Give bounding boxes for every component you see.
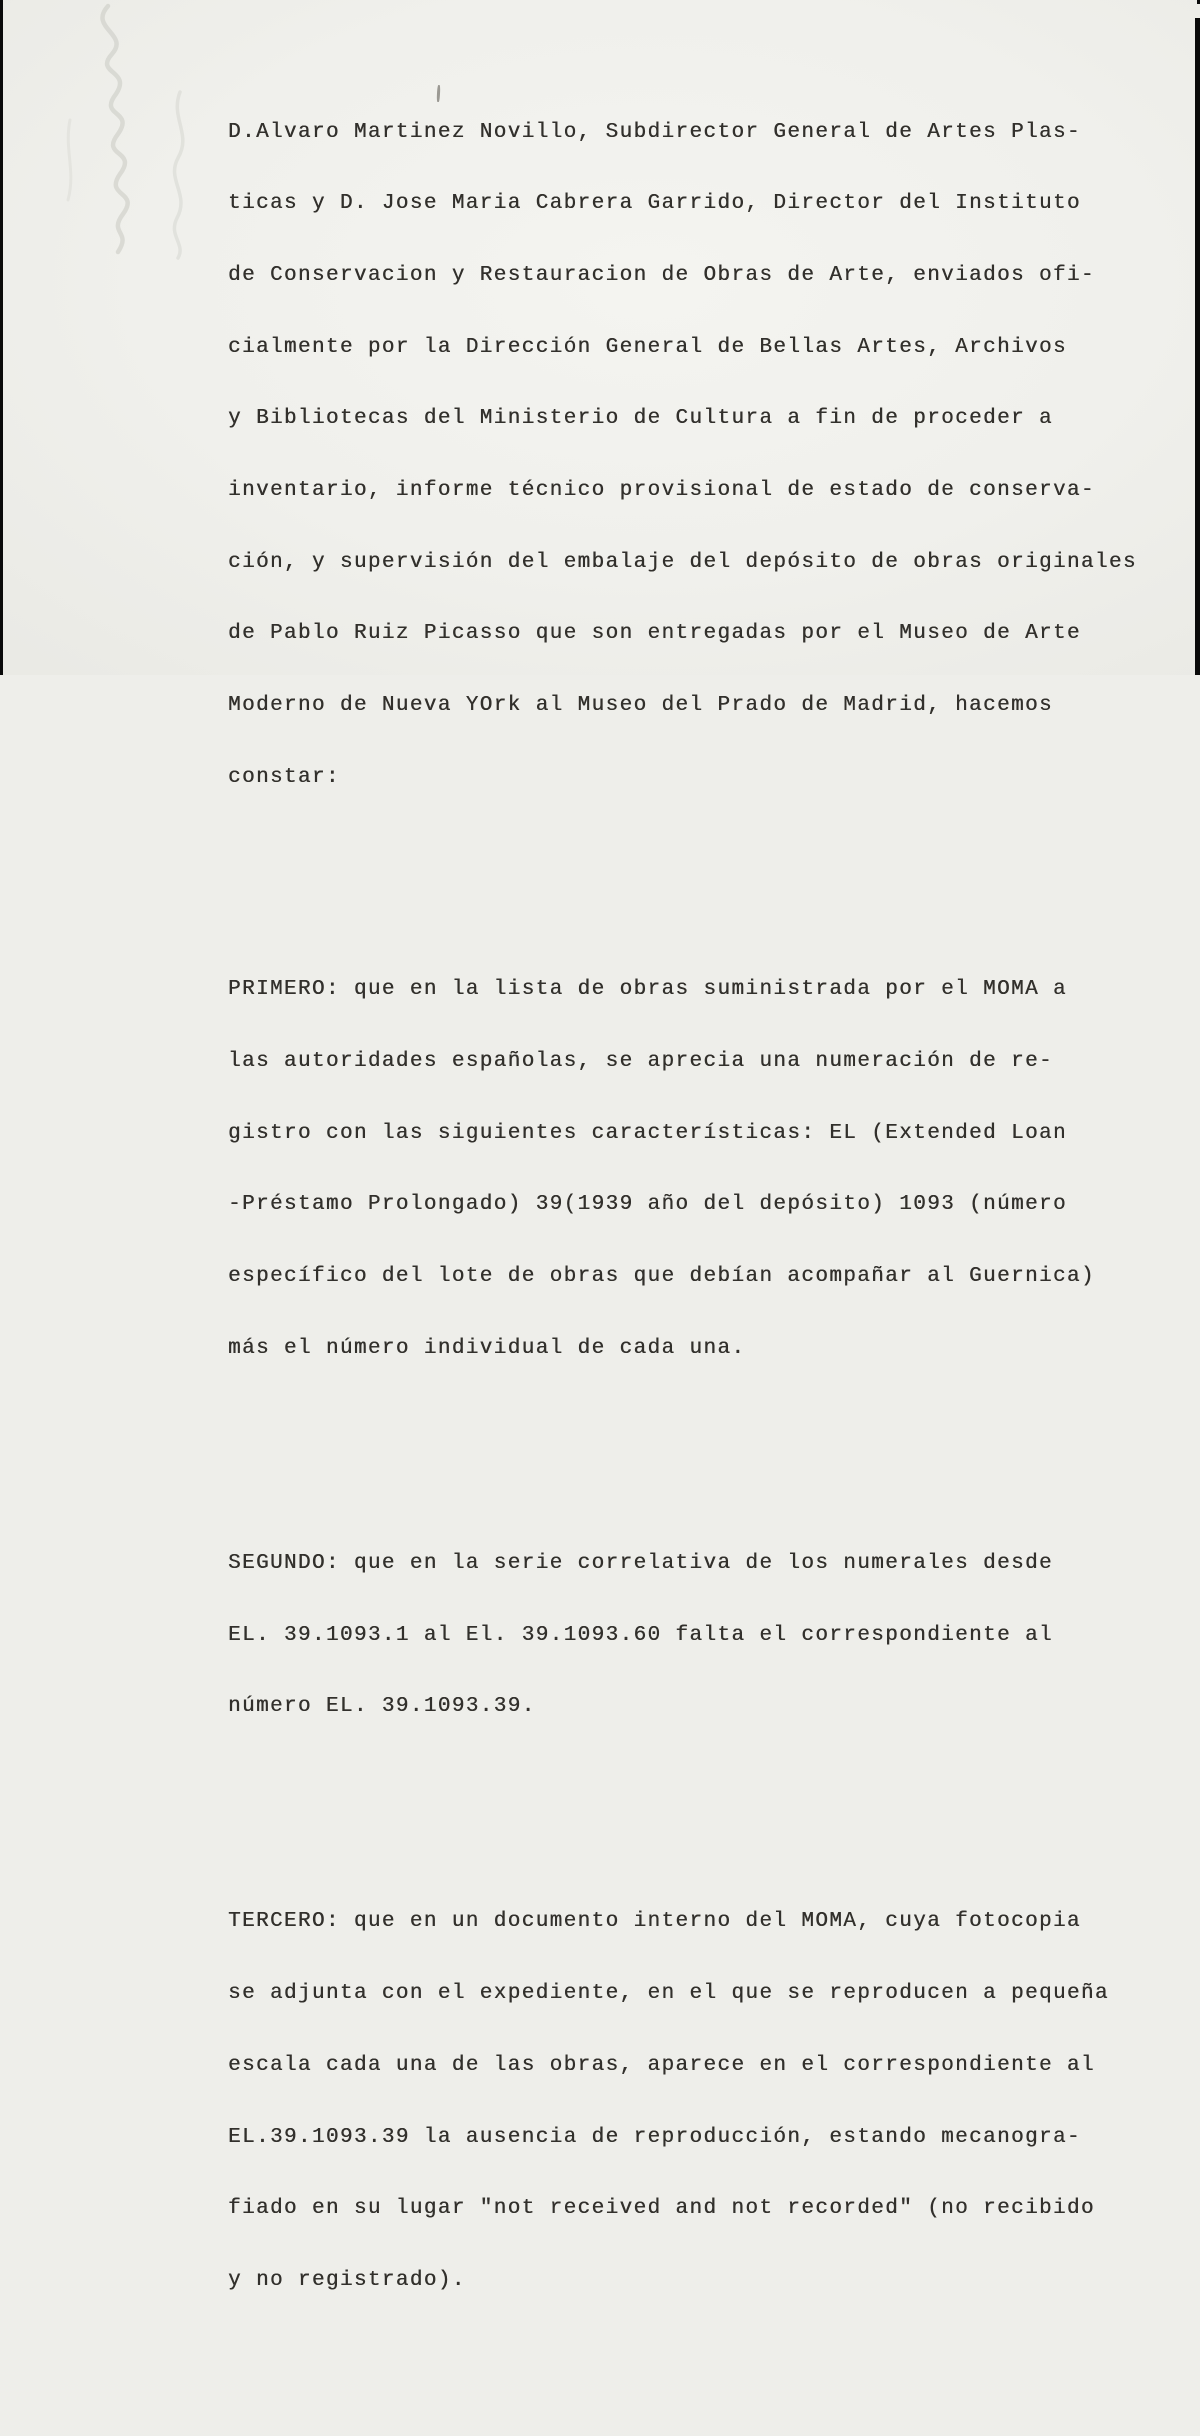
text-line: escala cada una de las obras, aparece en el correspondiente al	[228, 2053, 1095, 2077]
paragraph-tercero	[228, 1863, 1173, 2341]
text-line: específico del lote de obras que debían acompañar al Guernica)	[228, 1264, 1095, 1288]
typewritten-text	[228, 1, 1173, 2436]
text-line: EL. 39.1093.1 al El. 39.1093.60 falta el correspondiente al	[228, 1623, 1053, 1647]
text-line: SEGUNDO: que en la serie correlativa de los numerales desde	[228, 1551, 1053, 1575]
scan-edge-left	[0, 0, 3, 675]
text-line: constar:	[228, 765, 340, 789]
text-line: Moderno de Nueva YOrk al Museo del Prado de Madrid, hacemos	[228, 694, 1053, 718]
text-line: fiado en su lugar "not received and not recorded" (no recibido	[228, 2197, 1095, 2221]
text-line: y no registrado).	[228, 2269, 466, 2292]
paragraph-primero	[228, 930, 1173, 1408]
text-line: inventario, informe técnico provisional de estado de conserva-	[228, 479, 1095, 503]
text-line: y Bibliotecas del Ministerio de Cultura a fin de proceder a	[228, 407, 1053, 431]
text-line: -Préstamo Prolongado) 39(1939 año del depósito) 1093 (número	[228, 1193, 1067, 1217]
text-line: EL.39.1093.39 la ausencia de reproducción, estando mecanogra-	[228, 2125, 1081, 2149]
text-line: de Conservacion y Restauracion de Obras de Arte, enviados ofi-	[228, 263, 1095, 287]
text-line: número EL. 39.1093.39.	[228, 1695, 536, 1719]
text-line: TERCERO: que en un documento interno del MOMA, cuya fotocopia	[228, 1910, 1081, 1934]
text-line: las autoridades españolas, se aprecia una numeración de re-	[228, 1049, 1053, 1073]
text-line: de Pablo Ruiz Picasso que son entregadas por el Museo de Arte	[228, 622, 1081, 646]
text-line: D.Alvaro Martinez Novillo, Subdirector General de Artes Plas-	[228, 120, 1081, 144]
paragraph-segundo	[228, 1504, 1173, 1767]
text-line: ción, y supervisión del embalaje del depósito de obras originales	[228, 550, 1137, 574]
text-line: PRIMERO: que en la lista de obras suministrada por el MOMA a	[228, 978, 1067, 1002]
text-line: se adjunta con el expediente, en el que se reproducen a pequeña	[228, 1982, 1109, 2006]
text-line: gistro con las siguientes características: EL (Extended Loan	[228, 1121, 1067, 1145]
paragraph-intro	[228, 73, 1173, 838]
text-line: más el número individual de cada una.	[228, 1336, 746, 1360]
scan-edge-right	[1195, 18, 1200, 675]
text-line: cialmente por la Dirección General de Bellas Artes, Archivos	[228, 335, 1067, 359]
handwriting-ghost-marks	[18, 0, 238, 300]
text-line: ticas y D. Jose Maria Cabrera Garrido, Director del Instituto	[228, 192, 1081, 216]
